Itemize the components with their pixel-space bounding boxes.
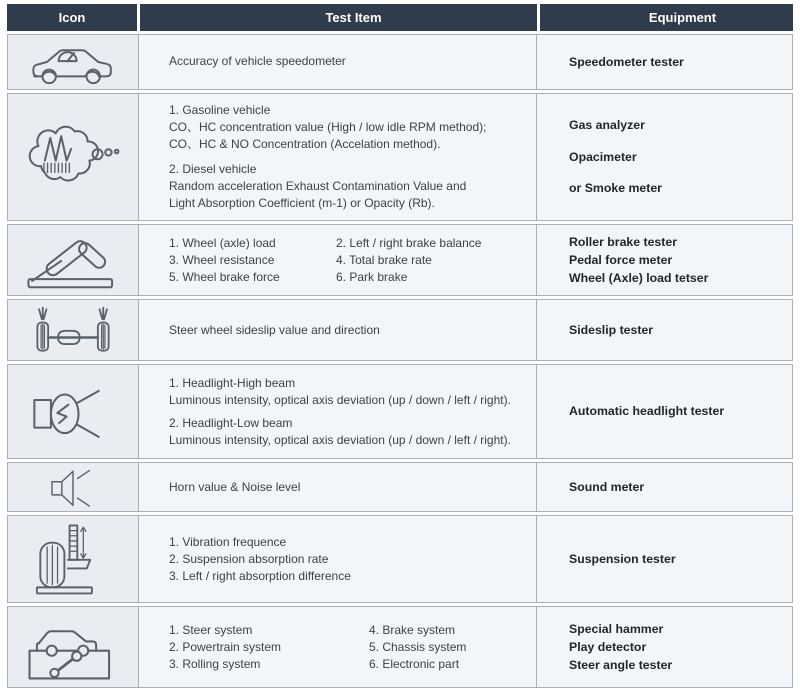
test-item-line: 6. Park brake — [336, 269, 408, 284]
inspection-table — [7, 4, 793, 691]
horn-speaker-icon — [29, 464, 117, 510]
suspension-tire-icon — [30, 520, 116, 598]
icon-cell — [8, 35, 138, 89]
equipment-line: Wheel (Axle) load tetser — [569, 271, 709, 286]
test-item-cell — [138, 300, 536, 360]
icon-cell — [8, 225, 138, 295]
test-item-line: Light Absorption Coefficient (m-1) or Opacity (Rb). — [169, 196, 435, 211]
test-item-line: Horn value & Noise level — [169, 479, 301, 494]
equipment-cell — [536, 365, 792, 458]
equipment-cell — [536, 300, 792, 360]
table-row — [7, 364, 793, 459]
equipment-line: Sideslip tester — [569, 322, 654, 337]
icon-cell — [8, 607, 138, 687]
header-test-item: Test Item — [137, 4, 537, 31]
equipment-line: Gas analyzer — [569, 118, 645, 133]
icon-cell — [8, 94, 138, 220]
equipment-line: Automatic headlight tester — [569, 404, 725, 419]
test-item-cell — [138, 35, 536, 89]
speedometer-car-icon — [23, 35, 123, 89]
equipment-line: Speedometer tester — [569, 54, 684, 69]
test-item-line: 1. Steer system — [169, 622, 253, 637]
equipment-line: Suspension tester — [569, 551, 676, 566]
equipment-cell — [536, 35, 792, 89]
test-item-line: 4. Total brake rate — [336, 252, 432, 267]
table-row — [7, 93, 793, 221]
table-row — [7, 606, 793, 688]
test-item-line: 3. Wheel resistance — [169, 252, 275, 267]
equipment-line: Steer angle tester — [569, 658, 673, 673]
test-item-line: 3. Rolling system — [169, 656, 261, 671]
brake-pedal-icon — [23, 228, 123, 292]
table-row — [7, 462, 793, 512]
test-item-line: CO、HC concentration value (High / low idle RPM method); — [169, 120, 487, 135]
test-item-cell — [138, 516, 536, 602]
test-item-line: 5. Chassis system — [369, 639, 467, 654]
test-item-line: Random acceleration Exhaust Contamination Value and — [169, 179, 467, 194]
header-icon: Icon — [7, 4, 137, 31]
test-item-cell — [138, 94, 536, 220]
equipment-line: Play detector — [569, 639, 647, 654]
test-item-line: 2. Headlight-Low beam — [169, 415, 293, 430]
test-item-columns — [169, 622, 528, 673]
equipment-line: Special hammer — [569, 621, 664, 636]
exhaust-emission-icon — [23, 120, 123, 194]
equipment-cell — [536, 516, 792, 602]
test-item-line: Accuracy of vehicle speedometer — [169, 54, 346, 69]
test-item-columns — [169, 235, 528, 286]
icon-cell — [8, 516, 138, 602]
icon-cell — [8, 365, 138, 458]
test-item-line: 1. Vibration frequence — [169, 534, 287, 549]
test-item-line: Luminous intensity, optical axis deviation (up / down / left / right). — [169, 392, 511, 407]
table-row — [7, 34, 793, 90]
equipment-line: Opacimeter — [569, 149, 637, 164]
test-item-line: 2. Powertrain system — [169, 639, 282, 654]
test-item-line: 6. Electronic part — [369, 656, 460, 671]
test-item-cell — [138, 365, 536, 458]
wheel-axle-icon — [23, 301, 123, 359]
test-item-line: 5. Wheel brake force — [169, 269, 280, 284]
equipment-cell — [536, 607, 792, 687]
test-item-line: 1. Wheel (axle) load — [169, 235, 276, 250]
test-item-line: 4. Brake system — [369, 622, 456, 637]
test-item-cell — [138, 225, 536, 295]
test-item-line: Steer wheel sideslip value and direction — [169, 322, 380, 337]
test-item-line: CO、HC & NO Concentration (Accelation method). — [169, 137, 441, 152]
table-row — [7, 299, 793, 361]
header-equipment: Equipment — [537, 4, 793, 31]
table-row — [7, 224, 793, 296]
equipment-cell — [536, 94, 792, 220]
equipment-line: or Smoke meter — [569, 181, 662, 196]
equipment-line: Sound meter — [569, 479, 645, 494]
test-item-line: 3. Left / right absorption difference — [169, 568, 351, 583]
test-item-line: Luminous intensity, optical axis deviation (up / down / left / right). — [169, 432, 511, 447]
equipment-line: Roller brake tester — [569, 234, 677, 249]
equipment-cell — [536, 225, 792, 295]
equipment-cell — [536, 463, 792, 511]
test-item-line: 2. Suspension absorption rate — [169, 551, 329, 566]
test-item-cell — [138, 463, 536, 511]
test-item-cell — [138, 607, 536, 687]
equipment-line: Pedal force meter — [569, 252, 673, 267]
chassis-inspection-icon — [21, 610, 125, 684]
icon-cell — [8, 463, 138, 511]
test-item-line: 2. Diesel vehicle — [169, 162, 257, 177]
test-item-line: 1. Headlight-High beam — [169, 375, 296, 390]
icon-cell — [8, 300, 138, 360]
test-item-line: 1. Gasoline vehicle — [169, 103, 271, 117]
table-row — [7, 515, 793, 603]
headlight-icon — [27, 379, 119, 445]
test-item-line: 2. Left / right brake balance — [336, 235, 482, 250]
table-header-row — [7, 4, 793, 31]
